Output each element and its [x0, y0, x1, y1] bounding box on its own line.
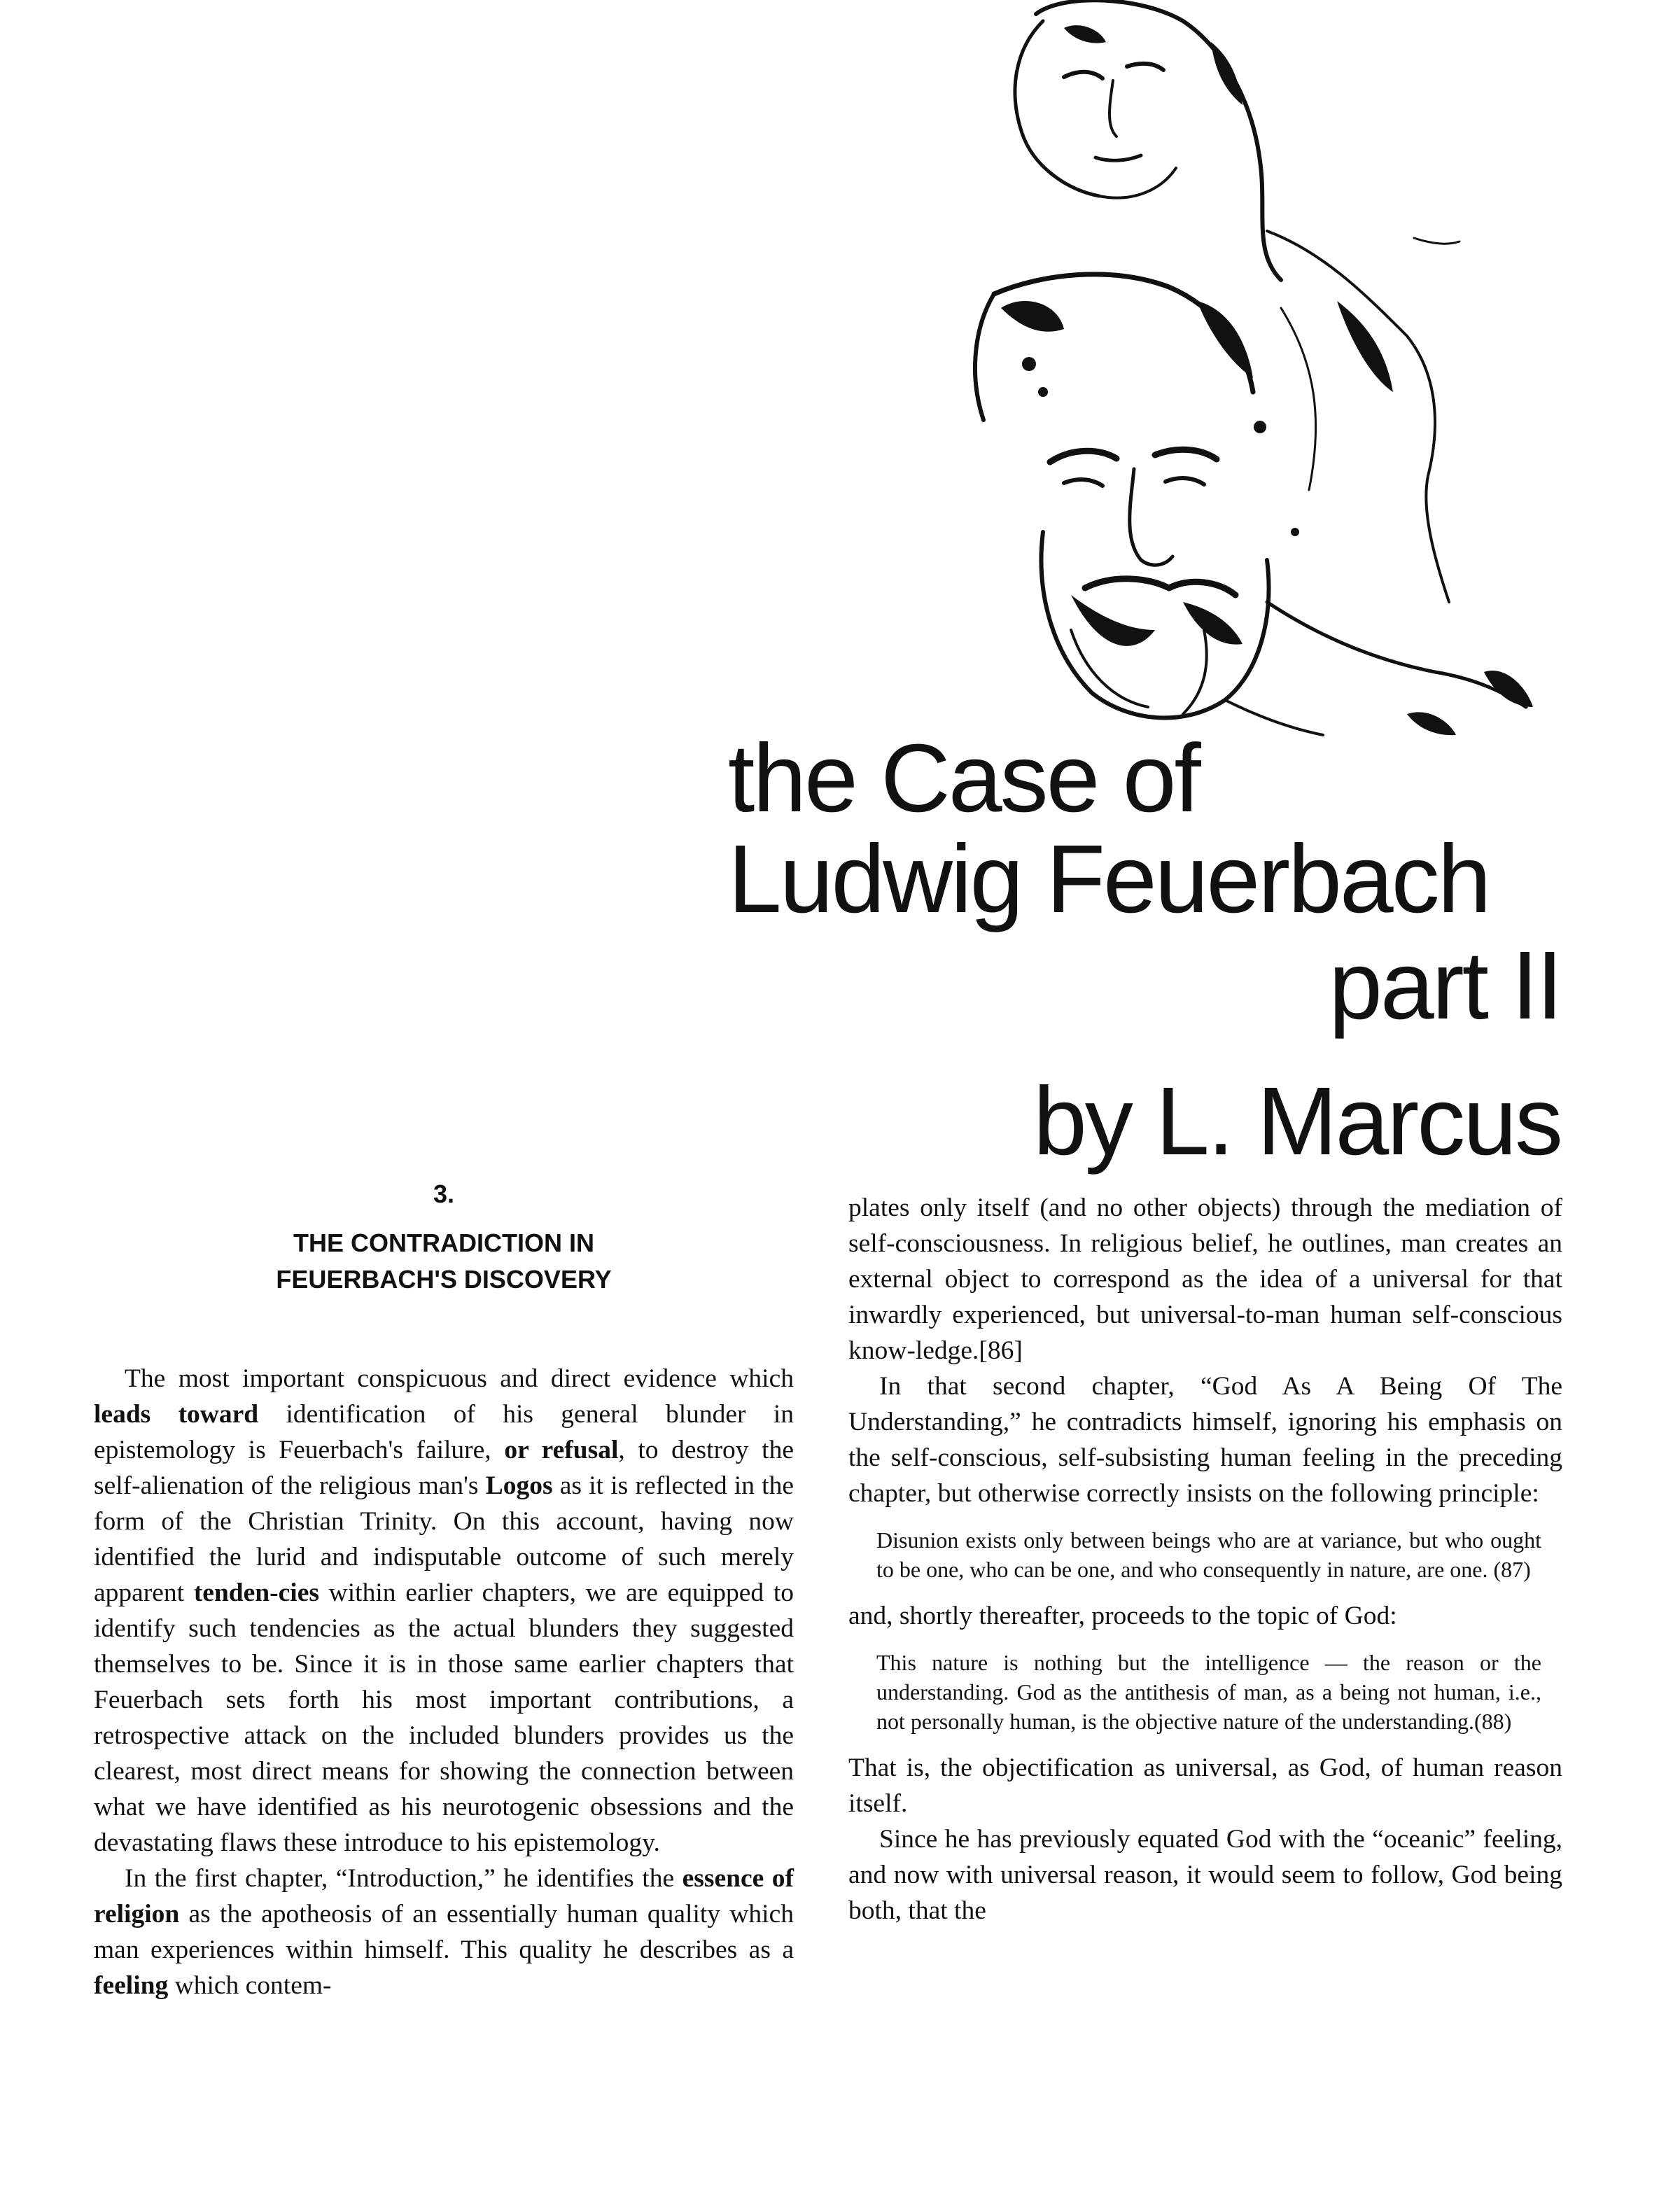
right-paragraph-4: That is, the objectification as universal, as God, of human reason itself. [848, 1754, 1562, 1818]
ink-portrait-illustration-icon [833, 0, 1554, 742]
bold-term: essence of religion [94, 1864, 794, 1928]
right-paragraph-2: In that second chapter, “God As A Being Of The Understanding,” he contradicts himself, ignoring his emphasis on the self-conscious, self-subsisting human feeling in the preceding chapter, but otherwise correctly insists on the following principle: [848, 1372, 1562, 1508]
article-title [721, 724, 1561, 1175]
section-title [213, 1225, 675, 1298]
bold-term: Logos [485, 1471, 553, 1500]
right-paragraph-3: and, shortly thereafter, proceeds to the topic of God: [848, 1602, 1397, 1630]
bold-term: tenden-cies [193, 1578, 319, 1607]
section-title-line-2: FEUERBACH'S DISCOVERY [276, 1265, 612, 1294]
left-column [94, 1176, 794, 2003]
block-quote-1: Disunion exists only between beings who are at variance, but who ought to be one, who can be one, and who consequently in nature, are one. (87) [876, 1527, 1541, 1582]
bold-term: feeling [94, 1971, 169, 2000]
title-line-1: the Case of [728, 724, 1199, 832]
bold-term: or refusal [504, 1436, 619, 1464]
section-number: 3. [433, 1180, 455, 1208]
right-paragraph-5: Since he has previously equated God with the “oceanic” feeling, and now with universal reason, it would seem to follow, God being both, that the [848, 1825, 1562, 1925]
section-title-line-1: THE CONTRADICTION IN [293, 1228, 594, 1257]
right-paragraph-1: plates only itself (and no other objects) through the mediation of self-consciousness. In religious belief, he outlines, man creates an external object to correspond as the idea of a universal for that inwardly experienced, but universal-to-man human self-conscious know-ledge.[86] [848, 1194, 1562, 1365]
left-paragraph-1: The most important conspicuous and direct evidence which leads toward identification of his general blunder in epistemology is Feuerbach's failure, or refusal, to destroy the self-alienation of the religious man's Logos as it is reflected in the form of the Christian Trinity. On this account, having now identified the lurid and indisputable outcome of such merely apparent tenden-cies within earlier chapters, we are equipped to identify such tendencies as the actual blunders they suggested themselves to be. Since it is in those same earlier chapters that Feuerbach sets forth his most important contributions, a retrospective attack on the included blunders provides us the clearest, most direct means for showing the connection between what we have identified as his neurotogenic obsessions and the devastating flaws these introduce to his epistemology. [94, 1364, 794, 1857]
block-quote-2: This nature is nothing but the intelligence — the reason or the understanding. God as the antithesis of man, as a being not human, i.e., not personally human, is the objective nature of the understanding.(88) [876, 1650, 1541, 1734]
portrait-illustration [833, 0, 1554, 742]
byline: by L. Marcus [1033, 1068, 1561, 1175]
title-line-3: part II [1329, 932, 1561, 1040]
title-line-2: Ludwig Feuerbach [728, 825, 1490, 933]
left-paragraph-2: In the first chapter, “Introduction,” he identifies the essence of religion as the apotheosis of an essentially human quality which man experiences within himself. This quality he describes as a feeling which contem- [94, 1864, 794, 2000]
right-column [848, 1190, 1562, 1928]
bold-term: leads toward [94, 1400, 259, 1429]
